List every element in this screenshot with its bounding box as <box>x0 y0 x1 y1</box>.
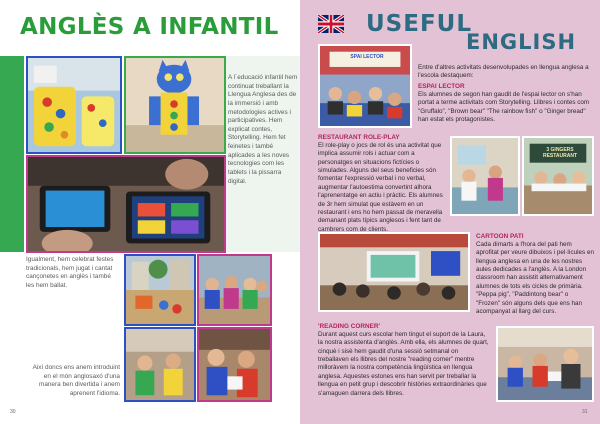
photo-sign-text: SPAI LECTOR <box>350 54 384 60</box>
section-body-restaurant: El role-play o jocs de rol és una activitat que implica assumir rols i actuar com a personatges en situacions fictícies o simulades. Alguns del seus beneficies són fomentar l'expressió verbal i no verbal, augmentar l'autoestima convertint alhora l'aprenentatge en actiu i pràctic. Els alumnes de 3r hem simulat que estàvem en un restaurant i ens ho hem passat de meravella demanant plats típics anglesos i fent tant de cambrers com de clients. <box>318 142 443 233</box>
photo-classroom <box>124 327 196 402</box>
photo-board-text: 3 GINGERS RESTAURANT <box>542 147 578 159</box>
photo-playground <box>124 254 196 326</box>
section-body-cartoon-pati: Cada dimarts a l'hora del pati hem aprofitat per veure dibuixos i pel·lícules en llengua anglesa en una de les nostres aules dedicades a l'anglès. A la London classroom han assistit alternativament alumnes de tots els cicles de primària. "Peppa pig", "Paddintong bear" o "Frozen" són alguns dels que ens han acompanyat al llarg del curs. <box>476 241 594 315</box>
photo-cardboard-figures <box>26 56 122 154</box>
left-intro-paragraph: A l´educació infantil hem continuat treballant la Llengua Anglesa des de la immersió i amb metodologies actives i participatives. Hem explicat contes, Storytelling. Hem fet feinetes i també aplicades a les noves tecnologies com les tablets i la pissarra digital. <box>228 74 298 185</box>
right-intro-paragraph: Entre d'altres activitats desenvolupades en llengua anglesa a l'escola destaquem: <box>418 64 589 80</box>
section-heading-restaurant: RESTAURANT ROLE-PLAY <box>318 134 400 141</box>
left-page-title: ANGLÈS A INFANTIL <box>20 14 279 40</box>
section-body-espai-lector: Els alumnes de segon han gaudit de l'espai lector on s'han portat a terme activitats com Storytelling. Llibres i contes com "Gruffalo", "Brown bear" "The rainbow fish" o "Ginger bread" han estat els protagonistes. <box>418 91 590 124</box>
photo-kids-group <box>197 254 272 326</box>
right-title-useful: USEFUL <box>366 11 472 37</box>
right-page <box>300 0 600 424</box>
photo-reading-corner <box>496 326 594 402</box>
left-bottom-paragraph: Així doncs ens anem introduint en el món anglosaxó d'una manera ben divertida i anem aprenent l'idioma. <box>32 364 120 397</box>
photo-kids-drawings <box>197 327 272 402</box>
right-page-number: 31 <box>582 409 588 415</box>
section-heading-cartoon-pati: CARTOON PATI <box>476 233 524 240</box>
green-side-band <box>0 56 24 252</box>
left-middle-paragraph: Igualment, hem celebrat festes tradicionals, hem jugat i cantat cançonetes en anglès i també les hem ballat. <box>26 256 114 289</box>
union-jack-flag-icon <box>318 15 344 33</box>
photo-reading-space <box>318 44 412 128</box>
photo-restaurant-left <box>450 136 520 216</box>
section-heading-espai-lector: ESPAI LECTOR <box>418 83 465 90</box>
section-heading-reading-corner: 'READING CORNER' <box>318 323 380 330</box>
right-title-english: ENGLISH <box>466 30 577 54</box>
photo-cartoon-classroom <box>318 232 470 312</box>
left-page-number: 30 <box>10 409 16 415</box>
photo-restaurant-right <box>522 136 594 216</box>
photo-cat-craft <box>124 56 226 154</box>
photo-tablets <box>26 155 226 253</box>
section-body-reading-corner: Durant aquest curs escolar hem tingut el suport de la Laura, la nostra assistenta d'anglès. Amb ella, els alumnes de quart, cinquè i sisè hem gaudit d'una sessió setmanal on treballaven els llibres del nostre "reading corner" mentre milloràvem la nostra competència lingüística en llengua anglesa. Aquestes estones ens han servit per treballar la llengua en petit grup i descobrir històries extraordinàries que s'amaguen darrera dels llibres. <box>318 331 489 397</box>
